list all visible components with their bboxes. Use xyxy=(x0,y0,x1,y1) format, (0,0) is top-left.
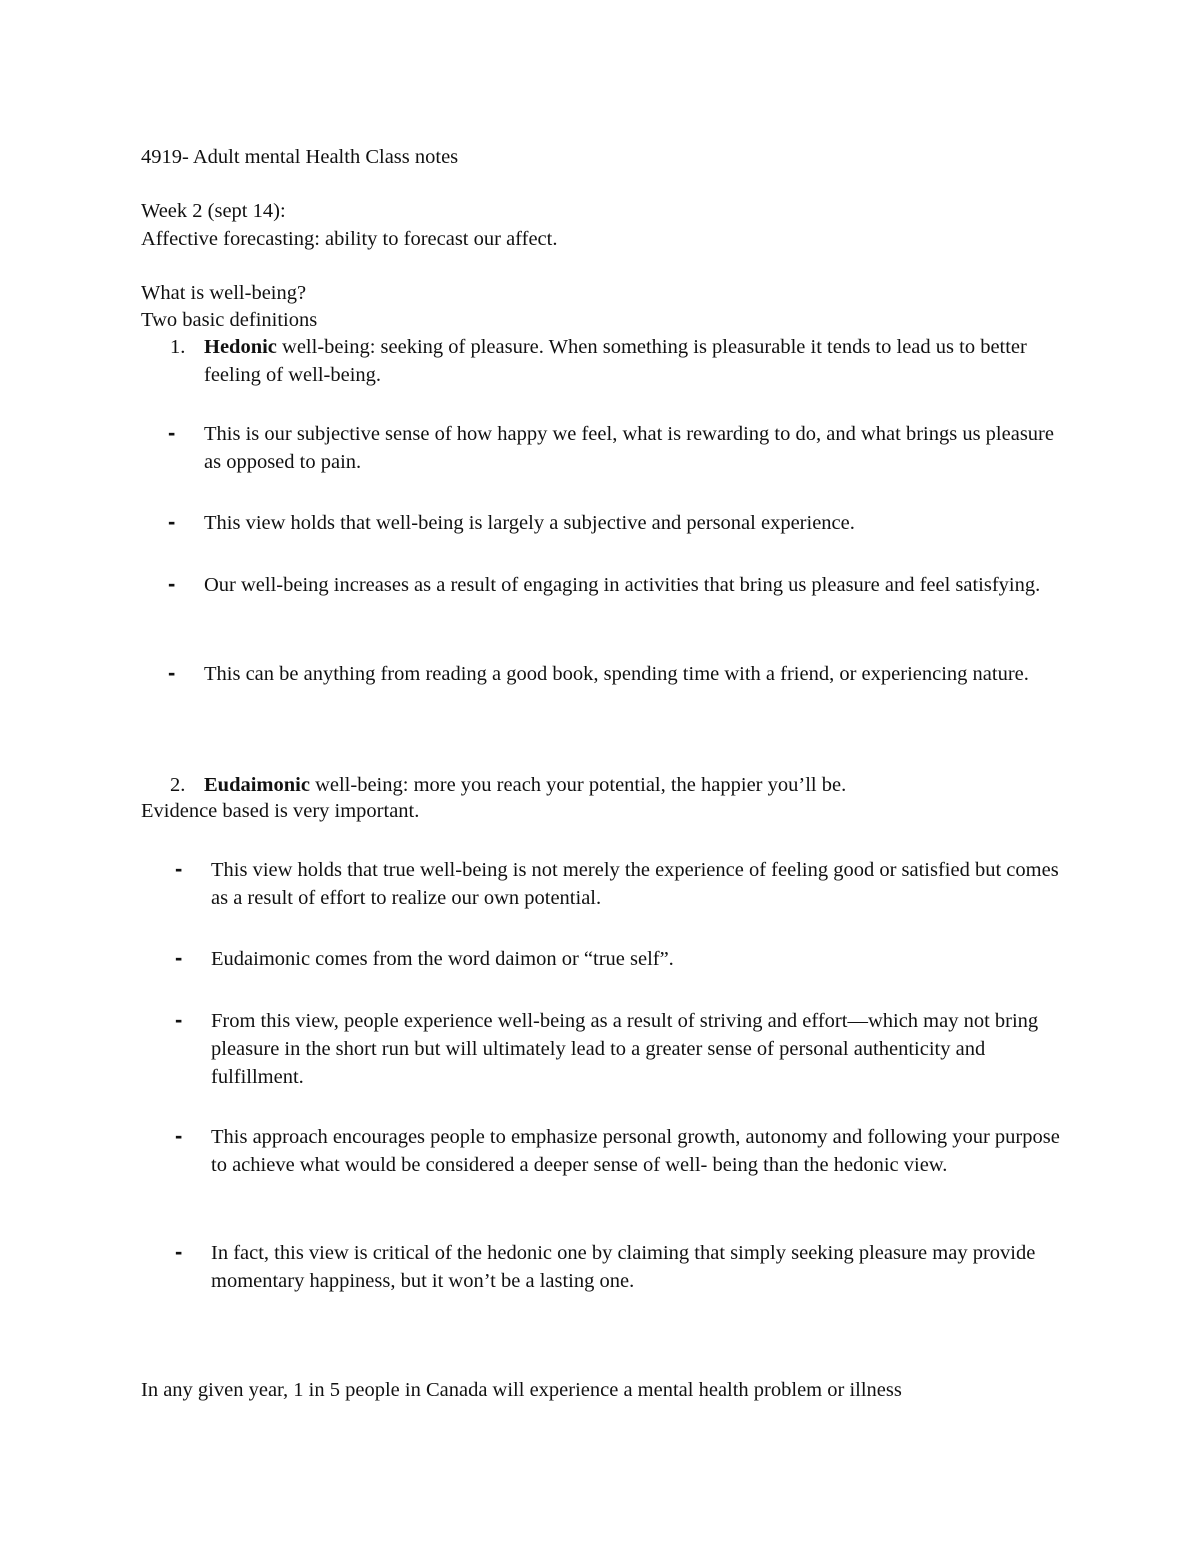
hedonic-bullet: This is our subjective sense of how happy we feel, what is rewarding to do, and what brings us pleasure as opposed to pain. xyxy=(204,423,1054,473)
definition-text-eudaimonic: well-being: more you reach your potential, the happier you’ll be. xyxy=(309,774,847,796)
definitions-intro: Two basic definitions xyxy=(141,309,318,331)
bullet-dash: - xyxy=(168,571,176,596)
eudaimonic-bullet: From this view, people experience well-being as a result of striving and effort—which may not bring pleasure in the short run but will ultimately lead to a greater sense of personal authenticity and fulfillment. xyxy=(211,1010,1039,1088)
eudaimonic-bullet: This view holds that true well-being is not merely the experience of feeling good or satisfied but comes as a result of effort to realize our own potential. xyxy=(211,859,1059,909)
bullet-dash: - xyxy=(168,420,176,445)
hedonic-bullet: This can be anything from reading a good book, spending time with a friend, or experiencing nature. xyxy=(204,663,1029,685)
definition-number-2: 2. xyxy=(170,774,186,796)
definition-term-eudaimonic: Eudaimonic xyxy=(204,774,310,796)
eudaimonic-bullet: In fact, this view is critical of the hedonic one by claiming that simply seeking pleasure may provide momentary happiness, but it won’t be a lasting one. xyxy=(211,1242,1036,1292)
bullet-dash: - xyxy=(175,1007,183,1032)
bullet-dash: - xyxy=(168,509,176,534)
bullet-dash: - xyxy=(175,1123,183,1148)
definition-term-hedonic: Hedonic xyxy=(204,336,277,358)
definition-hedonic xyxy=(204,333,1064,389)
bullet-dash: - xyxy=(168,660,176,685)
definition-eudaimonic xyxy=(204,771,1064,799)
bullet-dash: - xyxy=(175,1239,183,1264)
definition-number-1: 1. xyxy=(170,336,186,358)
week-heading: Week 2 (sept 14): xyxy=(141,200,286,222)
bullet-dash: - xyxy=(175,945,183,970)
canada-statistic: In any given year, 1 in 5 people in Canada will experience a mental health problem or illness xyxy=(141,1379,902,1401)
hedonic-bullet: Our well-being increases as a result of engaging in activities that bring us pleasure and feel satisfying. xyxy=(204,574,1041,596)
affective-forecasting-line: Affective forecasting: ability to forecast our affect. xyxy=(141,228,558,250)
document-title: 4919- Adult mental Health Class notes xyxy=(141,146,459,168)
hedonic-bullet: This view holds that well-being is largely a subjective and personal experience. xyxy=(204,512,855,534)
definition-text-hedonic: well-being: seeking of pleasure. When something is pleasurable it tends to lead us to better feeling of well-being. xyxy=(204,336,1027,386)
eudaimonic-bullet: Eudaimonic comes from the word daimon or “true self”. xyxy=(211,948,674,970)
evidence-note: Evidence based is very important. xyxy=(141,800,420,822)
bullet-dash: - xyxy=(175,856,183,881)
wellbeing-question: What is well-being? xyxy=(141,282,307,304)
eudaimonic-bullet: This approach encourages people to emphasize personal growth, autonomy and following your purpose to achieve what would be considered a deeper sense of well- being than the hedonic view. xyxy=(211,1126,1060,1176)
